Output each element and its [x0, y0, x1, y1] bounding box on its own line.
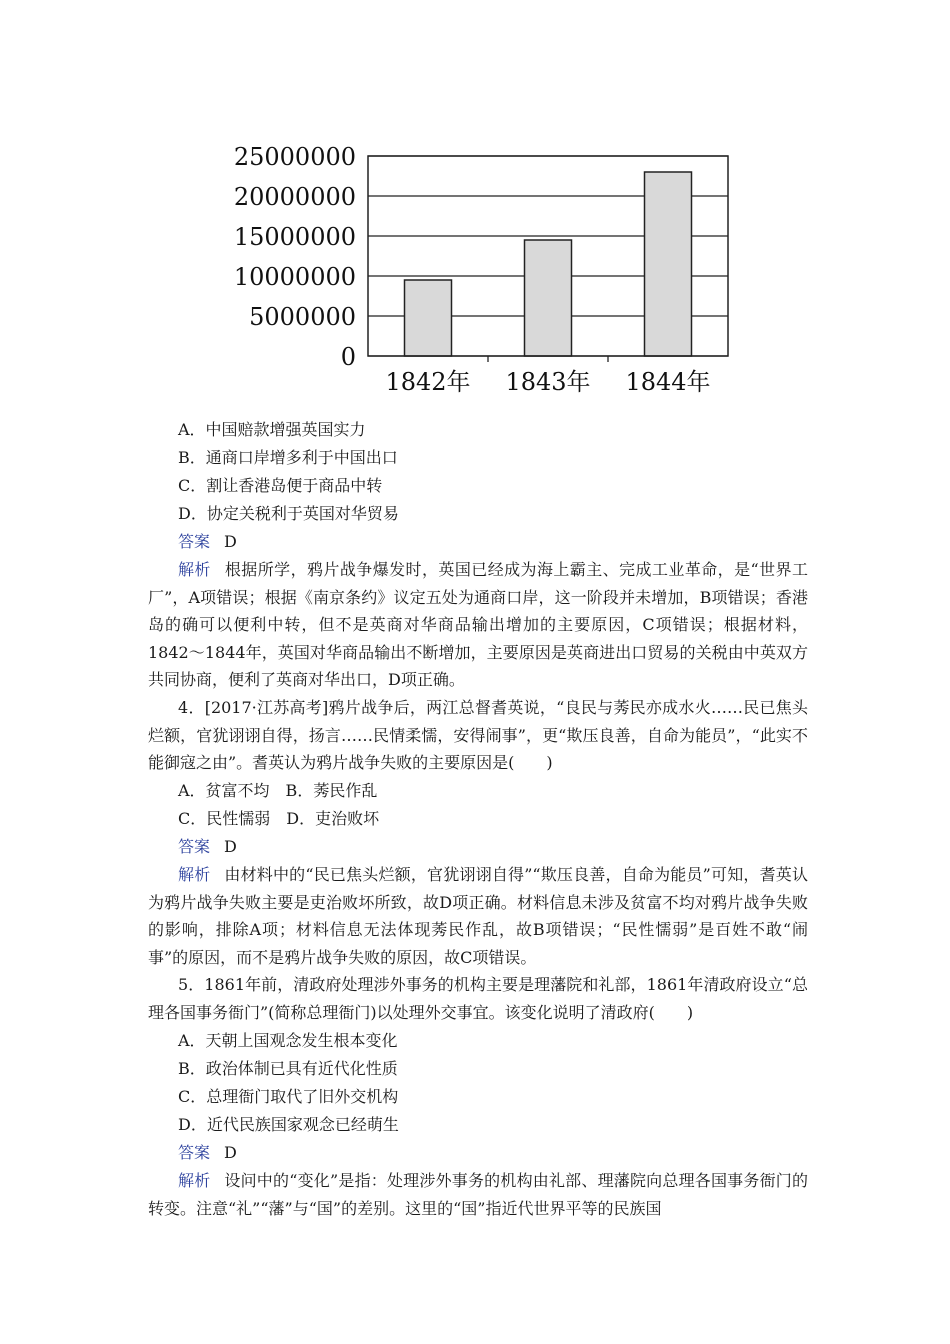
q3-analysis-paragraph [148, 556, 808, 694]
q5-option-b: B．政治体制已具有近代化性质 [178, 1059, 398, 1078]
y-axis-ticks [234, 143, 356, 371]
q5-analysis-paragraph [148, 1167, 808, 1222]
bar [645, 172, 692, 356]
bar [525, 240, 572, 356]
q5-answer-label: 答案 [178, 1143, 211, 1162]
q4-answer: D [224, 837, 237, 856]
q3-analysis: 根据所学，鸦片战争爆发时，英国已经成为海上霸主、完成工业革命，是“世界工厂”，A项错误；根据《南京条约》议定五处为通商口岸，这一阶段并未增加，B项错误；香港岛的确可以便利中转，但不是英商对华商品输出增加的主要原因，C项错误；根据材料，1842～1844年，英国对华商品输出不断增加，主要原因是英商进出口贸易的关税由中英双方共同协商，便利了英商对华出口，D项正确。 [148, 560, 808, 689]
q3-analysis-label: 解析 [178, 560, 211, 579]
q5-stem: 5．1861年前，清政府处理涉外事务的机构主要是理藩院和礼部，1861年清政府设立“总理各国事务衙门”(简称总理衙门)以处理外交事宜。该变化说明了清政府( ) [148, 975, 808, 1022]
q4-options-row-1: A．贫富不均 B．莠民作乱 [178, 781, 378, 800]
q5-answer: D [224, 1143, 237, 1162]
bar-chart [232, 126, 752, 416]
q3-option-b: B．通商口岸增多利于中国出口 [178, 448, 398, 467]
q4-analysis-paragraph [148, 861, 808, 971]
y-tick-label: 5000000 [249, 303, 356, 331]
q5-analysis: 设问中的“变化”是指：处理涉外事务的机构由礼部、理藩院向总理各国事务衙门的转变。注意“礼”“藩”与“国”的差别。这里的“国”指近代世界平等的民族国 [148, 1171, 808, 1218]
q4-options-row-2: C．民性懦弱 D．吏治败坏 [178, 809, 380, 828]
q3-answer-label: 答案 [178, 532, 211, 551]
y-tick-label: 0 [340, 343, 356, 371]
q3-option-c: C．割让香港岛便于商品中转 [178, 476, 383, 495]
q5-analysis-label: 解析 [178, 1171, 211, 1190]
y-tick-label: 25000000 [233, 143, 356, 171]
y-tick-label: 20000000 [233, 183, 356, 211]
q4-answer-label: 答案 [178, 837, 211, 856]
bar [405, 280, 452, 356]
q4-stem: 4．[2017·江苏高考]鸦片战争后，两江总督耆英说，“良民与莠民亦成水火……民已焦头烂额，官犹诩诩自得，扬言……民情柔懦，安得闹事”，更“欺压良善，自命为能员”，“此实不能御寇之由”。耆英认为鸦片战争失败的主要原因是( ) [148, 698, 808, 772]
q5-option-c: C．总理衙门取代了旧外交机构 [178, 1087, 399, 1106]
q5-option-a: A．天朝上国观念发生根本变化 [178, 1031, 398, 1050]
y-tick-label: 15000000 [233, 223, 356, 251]
x-tick-label: 1842年 [385, 368, 471, 396]
q3-answer-line [178, 528, 237, 556]
chart-bars [405, 172, 692, 356]
x-axis-ticks [385, 356, 710, 396]
x-tick-label: 1844年 [625, 368, 711, 396]
q5-option-d: D．近代民族国家观念已经萌生 [178, 1115, 399, 1134]
x-tick-label: 1843年 [505, 368, 591, 396]
q4-analysis-label: 解析 [178, 865, 211, 884]
q4-analysis: 由材料中的“民已焦头烂额，官犹诩诩自得”“欺压良善，自命为能员”可知，耆英认为鸦片战争失败主要是吏治败坏所致，故D项正确。材料信息未涉及贫富不均对鸦片战争失败的影响，排除A项；材料信息无法体现莠民作乱，故B项错误；“民性懦弱”是百姓不敢“闹事”的原因，而不是鸦片战争失败的原因，故C项错误。 [148, 865, 808, 967]
q4-answer-line [178, 833, 237, 861]
q3-option-a: A．中国赔款增强英国实力 [178, 420, 366, 439]
q5-answer-line [178, 1139, 237, 1167]
q3-answer: D [224, 532, 237, 551]
q3-option-d: D．协定关税利于英国对华贸易 [178, 504, 399, 523]
y-tick-label: 10000000 [233, 263, 356, 291]
